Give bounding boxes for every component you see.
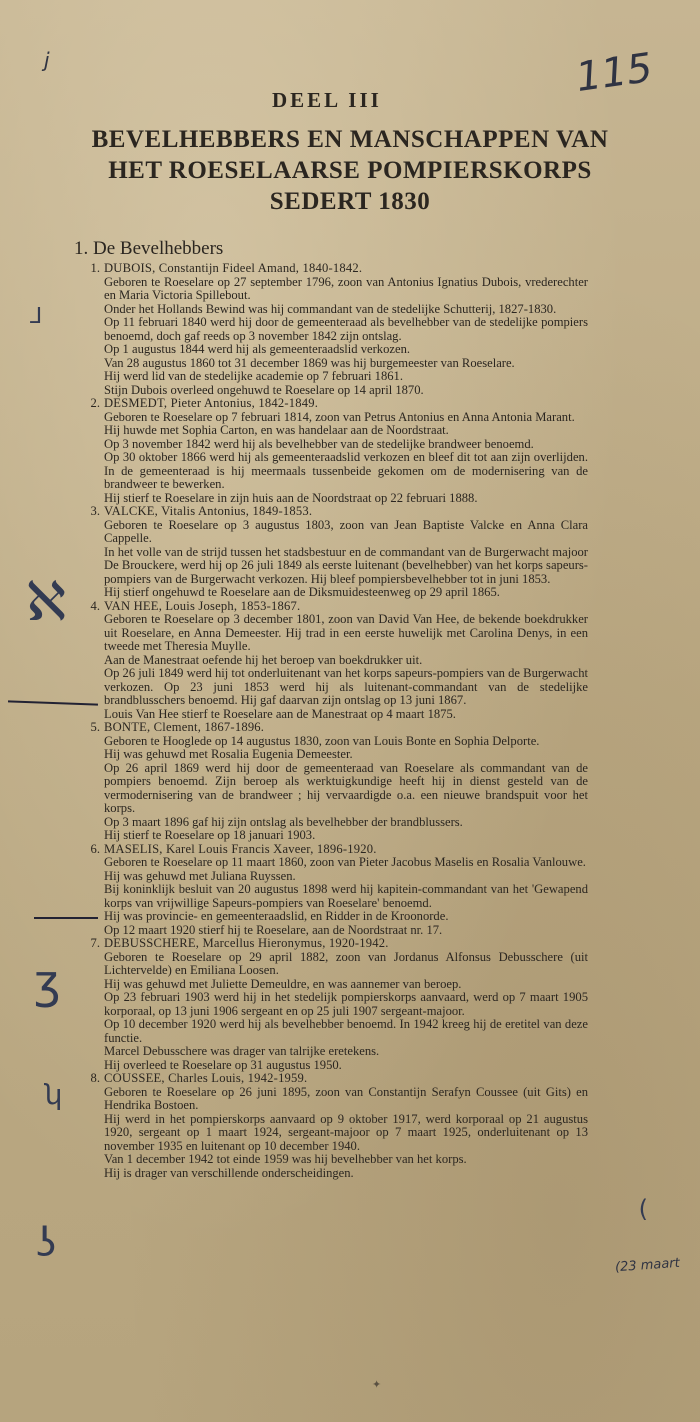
entry-paragraph: Hij stierf ongehuwd te Roeselare aan de Diksmuidesteenweg op 29 april 1865. xyxy=(104,585,500,599)
part-heading: DEEL III xyxy=(272,88,382,112)
entry-paragraph: Hij was provincie- en gemeenteraadslid, en Ridder in de Kroonorde. xyxy=(104,909,449,923)
entry-paragraph: Op 23 februari 1903 werd hij in het stedelijk pompierskorps aanvaard, werd op 7 maart 1905 korporaal, op 13 juni 1906 sergeant en op 25 juli 1907 sergeant-majoor. xyxy=(104,990,588,1018)
entry-heading: MASELIS, Karel Louis Francis Xaveer, 1896-1920. xyxy=(104,841,377,856)
document-title xyxy=(40,124,660,217)
commanders-list xyxy=(78,262,588,1180)
title-line-3: SEDERT 1830 xyxy=(269,188,431,215)
margin-mark-1-icon: ⅃ xyxy=(30,304,43,329)
commander-entry xyxy=(78,397,588,505)
commander-entry xyxy=(78,262,588,397)
margin-mark-4-icon: ʮ xyxy=(44,1078,63,1111)
entry-heading: COUSSEE, Charles Louis, 1942-1959. xyxy=(104,1071,308,1085)
entry-paragraph: Op 12 maart 1920 stierf hij te Roeselare, aan de Noordstraat nr. 17. xyxy=(104,922,443,937)
entry-paragraph: Hij is drager van verschillende onderscheidingen. xyxy=(104,1165,354,1180)
entry-body xyxy=(78,613,588,721)
entry-paragraph: Van 1 december 1942 tot einde 1959 was hij bevelhebber van het korps. xyxy=(104,1152,467,1166)
entry-number: 8. xyxy=(90,1071,100,1085)
commander-entry xyxy=(78,937,588,1072)
entry-paragraph: Geboren te Hooglede op 14 augustus 1830, zoon van Louis Bonte en Sophia Delporte. xyxy=(104,733,540,748)
entry-paragraph: Hij was gehuwd met Juliana Ruyssen. xyxy=(104,868,296,883)
entry-number: 4. xyxy=(90,598,100,613)
entry-heading: DESMEDT, Pieter Antonius, 1842-1849. xyxy=(104,396,319,410)
entry-body xyxy=(78,951,588,1073)
entry-paragraph: Onder het Hollands Bewind was hij commandant van de stedelijke Schutterij, 1827-1830. xyxy=(104,301,557,316)
entry-paragraph: Op 11 februari 1840 werd hij door de gemeenteraad als bevelhebber van de stedelijke pompiers benoemd, doch gaf reeds op 3 november 1842 zijn ontslag. xyxy=(104,315,588,343)
entry-heading: BONTE, Clement, 1867-1896. xyxy=(104,720,265,734)
entry-number: 7. xyxy=(90,936,100,950)
entry-number: 1. xyxy=(90,261,100,275)
entry-number: 5. xyxy=(90,720,100,734)
handwritten-mark-top-left: j xyxy=(44,48,50,72)
entry-number: 3. xyxy=(90,504,100,518)
entry-heading: VAN HEE, Louis Joseph, 1853-1867. xyxy=(104,598,301,613)
entry-paragraph: Op 1 augustus 1844 werd hij als gemeenteraadslid verkozen. xyxy=(104,342,411,356)
entry-paragraph: Op 10 december 1920 werd hij als bevelhebber benoemd. In 1942 kreeg hij de eretitel van deze functie. xyxy=(104,1017,588,1045)
entry-paragraph: Geboren te Roeselare op 11 maart 1860, zoon van Pieter Jacobus Maselis en Rosalia Vanlouwe. xyxy=(104,855,586,869)
margin-bracket-icon: ( xyxy=(638,1195,648,1223)
commander-entry xyxy=(78,1072,588,1180)
entry-paragraph: Hij stierf te Roeselare op 18 januari 1903. xyxy=(104,828,316,842)
entry-number: 6. xyxy=(90,841,100,856)
commander-entry xyxy=(78,600,588,722)
entry-paragraph: Louis Van Hee stierf te Roeselare aan de Manestraat op 4 maart 1875. xyxy=(104,706,456,721)
entry-paragraph: Op 3 november 1842 werd hij als bevelhebber van de stedelijke brandweer benoemd. xyxy=(104,436,534,451)
entry-paragraph: Marcel Debusschere was drager van talrijke eretekens. xyxy=(104,1044,380,1058)
entry-paragraph: Van 28 augustus 1860 tot 31 december 1869 was hij burgemeester van Roeselare. xyxy=(104,355,515,370)
title-line-1: BEVELHEBBERS EN MANSCHAPPEN VAN xyxy=(91,126,609,153)
handwritten-page-number: 115 xyxy=(572,44,655,102)
section-heading: 1. De Bevelhebbers xyxy=(74,238,224,259)
margin-mark-2-icon: ℵ xyxy=(26,570,67,633)
title-line-2: HET ROESELAARSE POMPIERSKORPS xyxy=(108,157,592,184)
entry-paragraph: Geboren te Roeselare op 7 februari 1814, zoon van Petrus Antonius en Anna Antonia Marant. xyxy=(104,409,575,424)
handwritten-date-note: (23 maart xyxy=(614,1255,681,1276)
entry-body xyxy=(78,519,588,600)
entry-body xyxy=(78,1086,588,1181)
commander-entry xyxy=(78,843,588,938)
margin-mark-5-icon: ʖ xyxy=(36,1220,57,1266)
entry-paragraph: Geboren te Roeselare op 3 december 1801, zoon van David Van Hee, de bekende boekdrukker uit Roeselare, en Anna Demeester. Hij trad in een eerste huwelijk met Carolina Denys, in een tweede met Theresia Muylle. xyxy=(104,612,588,653)
commander-entry xyxy=(78,505,588,600)
commander-entry xyxy=(78,721,588,843)
margin-strike-line-2 xyxy=(34,917,98,919)
entry-number: 2. xyxy=(90,396,100,410)
entry-paragraph: Hij werd lid van de stedelijke academie op 7 februari 1861. xyxy=(104,369,403,383)
entry-paragraph: Hij was gehuwd met Rosalia Eugenia Demeester. xyxy=(104,747,353,761)
entry-paragraph: Op 26 juli 1849 werd hij tot onderluitenant van het korps sapeurs-pompiers van de Burgerwacht verkozen. Op 23 juni 1853 werd hij als luitenant-commandant van de stedelijke brandblusschers benoemd. Hij gaf daarvan zijn ontslag op 13 juni 1867. xyxy=(104,666,588,707)
entry-paragraph: Geboren te Roeselare op 26 juni 1895, zoon van Constantijn Serafyn Coussee (uit Gits) en Hendrika Bostoen. xyxy=(104,1084,588,1112)
entry-body xyxy=(78,735,588,843)
entry-paragraph: Hij overleed te Roeselare op 31 augustus 1950. xyxy=(104,1057,342,1072)
entry-paragraph: Hij huwde met Sophia Carton, en was handelaar aan de Noordstraat. xyxy=(104,423,449,437)
entry-heading: DEBUSSCHERE, Marcellus Hieronymus, 1920-1942. xyxy=(104,936,389,950)
entry-paragraph: Geboren te Roeselare op 3 augustus 1803, zoon van Jean Baptiste Valcke en Anna Clara Cappelle. xyxy=(104,517,588,545)
entry-body xyxy=(78,856,588,937)
entry-paragraph: Op 3 maart 1896 gaf hij zijn ontslag als bevelhebber der brandblussers. xyxy=(104,814,463,829)
margin-mark-3-icon: ʒ xyxy=(34,955,61,1009)
entry-paragraph: Hij was gehuwd met Juliette Demeuldre, en was aannemer van beroep. xyxy=(104,976,462,991)
bottom-stamp-icon: ✦ xyxy=(372,1379,382,1391)
entry-paragraph: Op 30 oktober 1866 werd hij als gemeenteraadslid verkozen en bleef dit tot aan zijn overlijden. In de gemeenteraad is hij meermaals tussenbeide gekomen om de modernisering van de brandweer te bewerken. xyxy=(104,450,588,491)
entry-paragraph: Geboren te Roeselare op 29 april 1882, zoon van Jordanus Alfonsus Debusschere (uit Lichtervelde) en Emiliana Loosen. xyxy=(104,949,588,977)
entry-paragraph: In het volle van de strijd tussen het stadsbestuur en de commandant van de Burgerwacht majoor De Brouckere, werd hij op 26 juli 1849 als eerste luitenant (bevelhebber) van het korps sapeurs-pompiers van de Burgerwacht verkozen. Hij bleef pompiersbevelhebber tot in juni 1853. xyxy=(104,544,589,586)
entry-paragraph: Hij werd in het pompierskorps aanvaard op 9 oktober 1917, werd korporaal op 21 augustus 1920, sergeant op 1 maart 1924, sergeant-majoor op 7 maart 1925, onderluitenant op 13 november 1935 en luitenant op 10 december 1940. xyxy=(104,1111,588,1153)
entry-paragraph: Bij koninklijk besluit van 20 augustus 1898 werd hij kapitein-commandant van het 'Gewapend korps van vrijwillige Sapeurs-pompiers van Roeselare' benoemd. xyxy=(104,882,588,910)
entry-paragraph: Stijn Dubois overleed ongehuwd te Roeselare op 14 april 1870. xyxy=(104,382,424,397)
entry-paragraph: Aan de Manestraat oefende hij het beroep van boekdrukker uit. xyxy=(104,652,423,667)
entry-paragraph: Geboren te Roeselare op 27 september 1796, zoon van Antonius Ignatius Dubois, vrederechter en Maria Victoria Spillebout. xyxy=(104,274,588,302)
entry-heading: VALCKE, Vitalis Antonius, 1849-1853. xyxy=(104,504,313,518)
entry-heading: DUBOIS, Constantijn Fideel Amand, 1840-1842. xyxy=(104,261,363,275)
entry-body xyxy=(78,276,588,398)
entry-paragraph: Hij stierf te Roeselare in zijn huis aan de Noordstraat op 22 februari 1888. xyxy=(104,490,478,505)
entry-paragraph: Op 26 april 1869 werd hij door de gemeenteraad van Roeselare als commandant van de pompiers benoemd. Zijn beroep als werktuigkundige heeft hij in dienst gesteld van de vermodernisering van de brandweer ; hij vervaardigde o.a. een nieuwe brandspuit voor het korps. xyxy=(104,760,588,815)
entry-body xyxy=(78,411,588,506)
